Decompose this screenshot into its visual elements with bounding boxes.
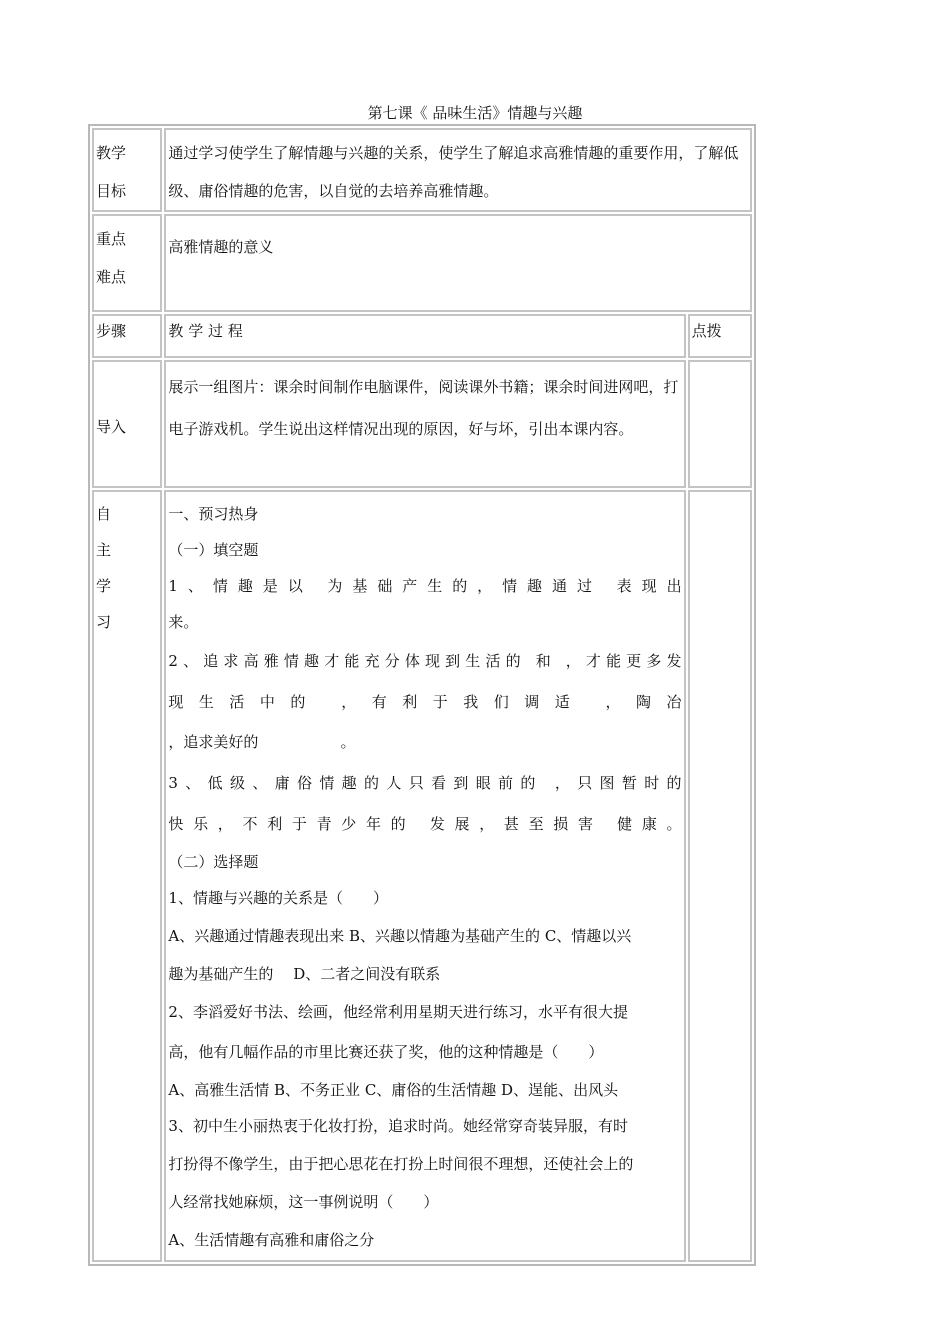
fill-q2-d: 现生活中的 (168, 693, 321, 711)
key-label (92, 214, 162, 312)
goal-label-line1: 教学 (96, 144, 127, 162)
fill-q3-e: 健康。 (617, 815, 682, 833)
intro-label: 导入 (92, 360, 162, 488)
fill-title: （一）填空题 (168, 541, 259, 559)
fill-q2-b: 和 (535, 652, 556, 670)
choice-q2-line2: 高，他有几幅作品的市里比赛还获了奖，他的这种情趣是（ ） (168, 1043, 604, 1061)
fill-q2-c: ，才能更多发 (565, 652, 682, 670)
fill-q3-c: 快乐，不利于青少年的 (168, 815, 416, 833)
self-label-char-4: 习 (96, 613, 112, 631)
key-label-line2: 难点 (96, 268, 127, 286)
goal-label-line2: 目标 (96, 182, 127, 200)
goal-content: 通过学习使学生了解情趣与兴趣的关系，使学生了解追求高雅情趣的重要作用，了解低级、庸俗情趣的危害，以自觉的去培养高雅情趣。 (164, 128, 752, 212)
choice-q2-line1: 2、李滔爱好书法、绘画，他经常利用星期天进行练习，水平有很大提 (168, 1003, 628, 1021)
self-label-char-2: 主 (96, 541, 112, 559)
fill-q2-line3 (168, 722, 681, 762)
goal-label (92, 128, 162, 212)
fill-q3-line1 (168, 762, 681, 804)
self-tip (688, 490, 752, 1262)
fill-q3-a: 3、低级、庸俗情趣的人只看到眼前的 (168, 774, 543, 792)
self-label-char-3: 学 (96, 577, 112, 595)
fill-q2-e: ，有利于我们调适 (341, 693, 586, 711)
key-row (92, 214, 752, 312)
fill-q1-a: 1、情趣是以 (168, 577, 313, 595)
header-row (92, 314, 752, 358)
choice-q3-line2: 打扮得不像学生，由于把心思花在打扮上时间很不理想，还使社会上的 (168, 1155, 634, 1173)
fill-q1-c: 表现出 (616, 577, 682, 595)
fill-q2-line1 (168, 640, 681, 682)
lesson-table (88, 124, 756, 1266)
choice-q3-opt-a: A、生活情趣有高雅和庸俗之分 (168, 1231, 375, 1249)
choice-q1-opts-2: 趣为基础产生的 D、二者之间没有联系 (168, 965, 441, 983)
fill-q2-h: 。 (340, 733, 356, 751)
goal-row (92, 128, 752, 212)
fill-q1-b: 为基础产生的，情趣通过 (327, 577, 602, 595)
self-content (164, 490, 685, 1262)
choice-q1-opts-1: A、兴趣通过情趣表现出来 B、兴趣以情趣为基础产生的 C、情趣以兴 (168, 927, 632, 945)
intro-row (92, 360, 752, 488)
self-label (92, 490, 162, 1262)
intro-content: 展示一组图片：课余时间制作电脑课件，阅读课外书籍；课余时间进网吧，打电子游戏机。学生说出这样情况出现的原因，好与坏，引出本课内容。 (164, 360, 685, 488)
header-process: 教 学 过 程 (164, 314, 685, 358)
choice-title: （二）选择题 (168, 853, 259, 871)
section-title: 一、预习热身 (168, 505, 259, 523)
fill-q2-line2 (168, 682, 681, 722)
header-step: 步骤 (92, 314, 162, 358)
fill-q2-g: ，追求美好的 (168, 733, 259, 751)
choice-q3-line1: 3、初中生小丽热衷于化妆打扮，追求时尚。她经常穿奇装异服，有时 (168, 1117, 628, 1135)
choice-q1: 1、情趣与兴趣的关系是（ ） (168, 889, 388, 907)
header-tip: 点拨 (688, 314, 752, 358)
key-label-line1: 重点 (96, 230, 127, 248)
choice-q3-line3: 人经常找她麻烦，这一事例说明（ ） (168, 1193, 439, 1211)
fill-q3-d: 发展，甚至损害 (429, 815, 603, 833)
choice-q2-opts: A、高雅生活情 B、不务正业 C、庸俗的生活情趣 D、逞能、出风头 (168, 1081, 619, 1099)
fill-q2-a: 2、追求高雅情趣才能充分体现到生活的 (168, 652, 526, 670)
self-row (92, 490, 752, 1262)
intro-tip (688, 360, 752, 488)
key-content: 高雅情趣的意义 (164, 214, 752, 312)
self-label-char-1: 自 (96, 505, 112, 523)
fill-q1-line1 (168, 568, 681, 604)
fill-q3-line2 (168, 804, 681, 844)
fill-q1-line2: 来。 (168, 613, 199, 631)
page-title: 第七课《 品味生活》情趣与兴趣 (367, 104, 583, 122)
fill-q3-b: ，只图暂时的 (554, 774, 682, 792)
fill-q2-f: ，陶冶 (605, 693, 682, 711)
